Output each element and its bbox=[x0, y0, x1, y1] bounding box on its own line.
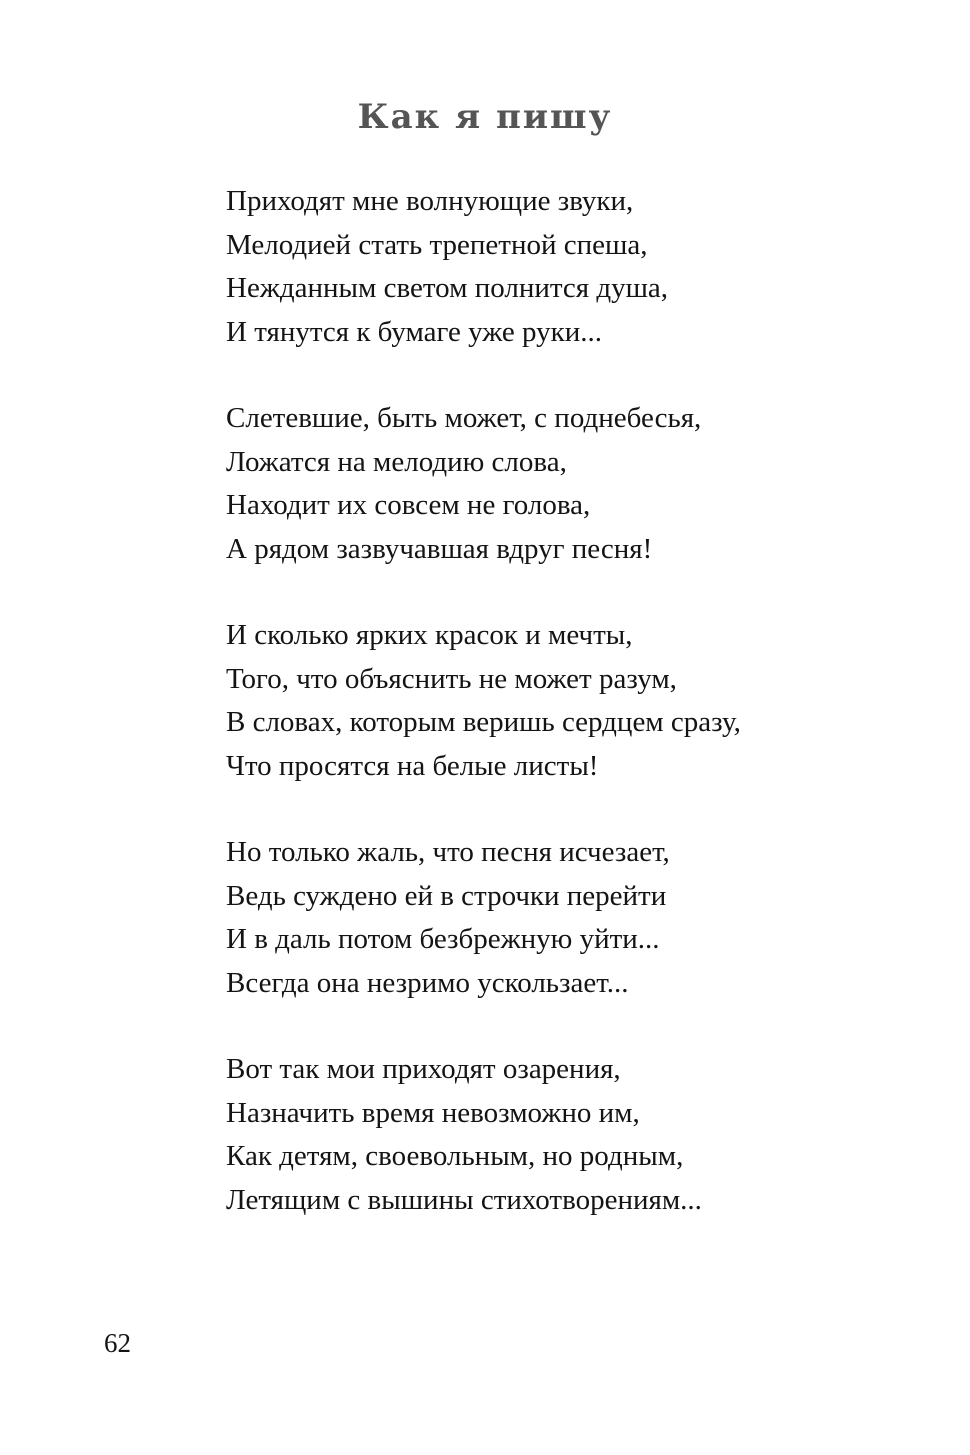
page-number: 62 bbox=[104, 1328, 131, 1358]
stanza-5 bbox=[226, 1048, 946, 1222]
stanza-2 bbox=[226, 397, 946, 571]
poem-line: Что просятся на белые листы! bbox=[226, 749, 599, 782]
poem-line: И сколько ярких красок и мечты, bbox=[226, 619, 633, 651]
poem-line: Приходят мне волнующие звуки, bbox=[226, 185, 634, 217]
poem-title: Как я пишу bbox=[357, 97, 613, 137]
poem-line: В словах, которым веришь сердцем сразу, bbox=[226, 706, 741, 738]
poem-line: Как детям, своевольным, но родным, bbox=[226, 1140, 684, 1172]
poem-line: Всегда она незримо ускользает... bbox=[226, 966, 629, 999]
poem-line: Находит их совсем не голова, bbox=[226, 489, 591, 521]
poem-line: И в даль потом безбрежную уйти... bbox=[226, 923, 660, 955]
poem-line: Ведь суждено ей в строчки перейти bbox=[226, 879, 667, 912]
poem-body bbox=[226, 180, 946, 1265]
poem-line: Назначить время невозможно им, bbox=[226, 1096, 640, 1129]
poem-line: И тянутся к бумаге уже руки... bbox=[226, 315, 602, 348]
stanza-3 bbox=[226, 614, 946, 788]
stanza-1 bbox=[226, 180, 946, 354]
poem-line: Того, что объяснить не может разум, bbox=[226, 662, 677, 695]
poem-line: Слетевшие, быть может, с поднебесья, bbox=[226, 402, 702, 434]
poem-line: Нежданным светом полнится душа, bbox=[226, 272, 669, 304]
poem-line: Мелодией стать трепетной спеша, bbox=[226, 228, 648, 261]
poem-line: Летящим с вышины стихотворениям... bbox=[226, 1183, 702, 1216]
poem-line: Вот так мои приходят озарения, bbox=[226, 1053, 621, 1085]
poem-line: Ложатся на мелодию слова, bbox=[226, 445, 567, 478]
stanza-4 bbox=[226, 831, 946, 1005]
poem-line: Но только жаль, что песня исчезает, bbox=[226, 836, 670, 868]
poem-line: А рядом зазвучавшая вдруг песня! bbox=[226, 532, 653, 565]
